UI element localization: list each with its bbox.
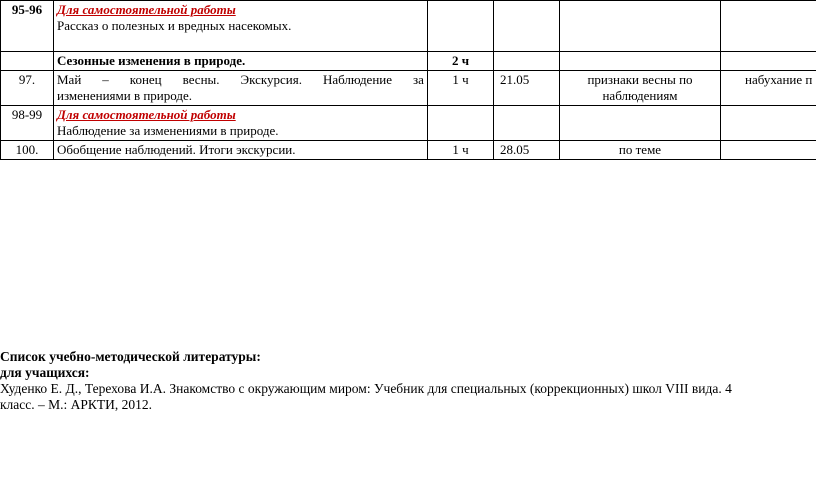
date-cell xyxy=(494,52,560,71)
hours-cell xyxy=(428,71,494,106)
lesson-number-cell xyxy=(1,52,54,71)
table-row xyxy=(1,106,816,141)
table-row xyxy=(1,52,816,71)
lesson-topic-cell xyxy=(54,141,428,160)
date-cell xyxy=(494,141,560,160)
table-row xyxy=(1,71,816,106)
topic-word: за xyxy=(413,72,424,87)
hours-value: 1 ч xyxy=(452,142,469,157)
indicator-value: по теме xyxy=(618,142,662,157)
lesson-plan-table xyxy=(0,0,816,160)
topic-word: весны. xyxy=(182,72,220,87)
lesson-topic-line: изменениями в природе. xyxy=(57,88,193,103)
topic-word: Наблюдение xyxy=(322,72,393,87)
extra-cell xyxy=(721,106,816,141)
hours-cell xyxy=(428,141,494,160)
lesson-number-cell xyxy=(1,1,54,52)
extra-value: набухание п xyxy=(745,72,813,87)
extra-cell xyxy=(721,1,816,52)
indicator-line: наблюдениям xyxy=(602,88,678,103)
date-cell xyxy=(494,1,560,52)
lesson-number-cell xyxy=(1,141,54,160)
hours-cell xyxy=(428,52,494,71)
hours-value: 2 ч xyxy=(451,53,470,68)
lesson-number: 95-96 xyxy=(11,2,43,17)
lesson-topic-cell xyxy=(54,106,428,141)
lesson-number: 97. xyxy=(18,72,36,87)
literature-section xyxy=(0,349,816,413)
lesson-topic: Обобщение наблюдений. Итоги экскурсии. xyxy=(57,142,296,157)
table-row xyxy=(1,141,816,160)
lesson-number: 98-99 xyxy=(11,107,43,122)
indicator-cell xyxy=(560,106,721,141)
table-row xyxy=(1,1,816,52)
section-title-cell xyxy=(54,52,428,71)
literature-heading: Список учебно-методической литературы: xyxy=(0,349,261,364)
lesson-topic-cell xyxy=(54,71,428,106)
indicator-cell xyxy=(560,71,721,106)
hours-cell xyxy=(428,106,494,141)
lesson-number: 100. xyxy=(15,142,39,157)
topic-word: конец xyxy=(129,72,162,87)
literature-reference-line: Худенко Е. Д., Терехова И.А. Знакомство с окружающим миром: Учебник для специальных (коррекционных) школ VIII вида. 4 xyxy=(0,381,732,396)
lesson-topic-cell xyxy=(54,1,428,52)
lesson-topic: Рассказ о полезных и вредных насекомых. xyxy=(57,18,292,33)
date-value: 28.05 xyxy=(500,142,530,157)
date-cell xyxy=(494,106,560,141)
hours-value: 1 ч xyxy=(452,72,469,87)
date-value: 21.05 xyxy=(500,72,530,87)
hours-cell xyxy=(428,1,494,52)
topic-word: Экскурсия. xyxy=(240,72,302,87)
indicator-line: признаки весны по xyxy=(587,72,693,87)
literature-reference-line: класс. – М.: АРКТИ, 2012. xyxy=(0,397,153,412)
extra-cell xyxy=(721,52,816,71)
indicator-cell xyxy=(560,52,721,71)
topic-word: Май xyxy=(57,72,82,87)
topic-word: – xyxy=(102,72,109,87)
self-study-label: Для самостоятельной работы xyxy=(57,107,236,122)
lesson-number-cell xyxy=(1,71,54,106)
indicator-cell xyxy=(560,141,721,160)
extra-cell xyxy=(721,141,816,160)
extra-cell xyxy=(721,71,816,106)
lesson-topic: Наблюдение за изменениями в природе. xyxy=(57,123,279,138)
date-cell xyxy=(494,71,560,106)
lesson-number-cell xyxy=(1,106,54,141)
literature-subheading: для учащихся: xyxy=(0,365,90,380)
self-study-label: Для самостоятельной работы xyxy=(57,2,236,17)
lesson-topic-line xyxy=(57,72,424,88)
indicator-cell xyxy=(560,1,721,52)
section-title: Сезонные изменения в природе. xyxy=(57,53,246,68)
